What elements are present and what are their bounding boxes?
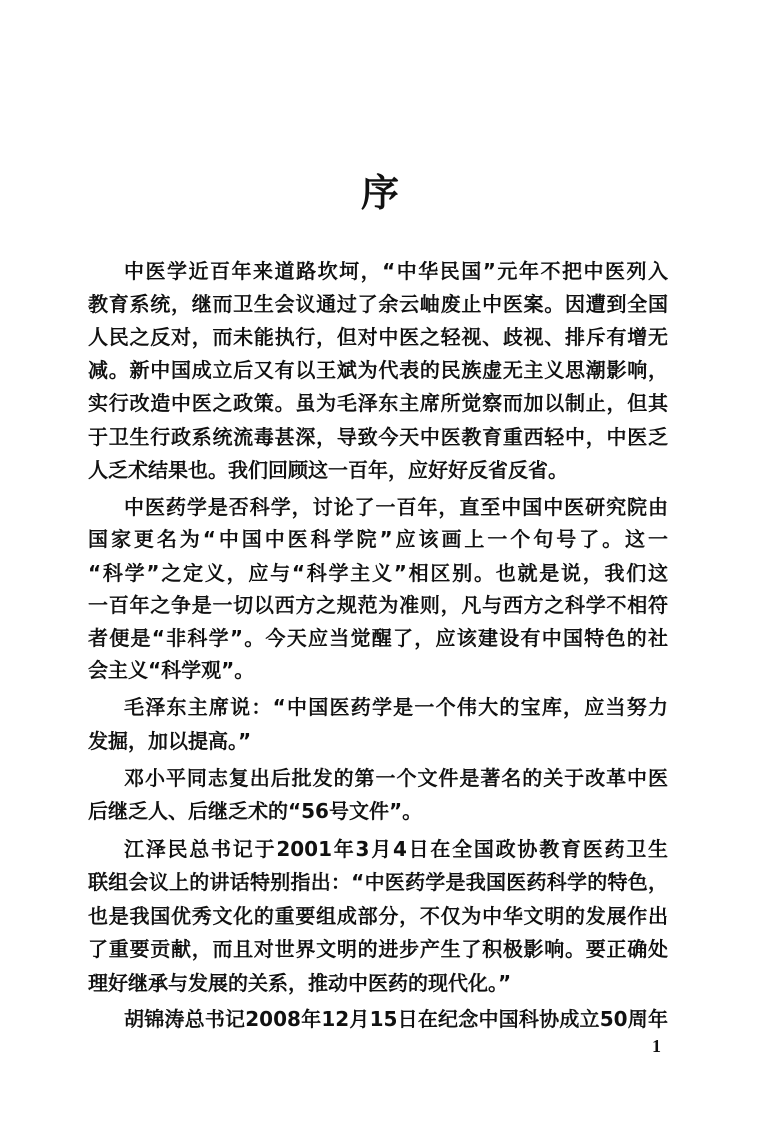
text-line: “科学”之定义，应与“科学主义”相区别。也就是说，我们这: [88, 561, 668, 585]
text-line: 一百年之争是一切以西方之规范为准则，凡与西方之科学不相符: [88, 593, 668, 617]
text-line: 了重要贡献，而且对世界文明的进步产生了积极影响。要正确处: [88, 937, 668, 961]
page-title: 序: [360, 170, 399, 215]
text-line: 理好继承与发展的关系，推动中医药的现代化。”: [88, 971, 512, 995]
text-line: 人乏术结果也。我们回顾这一百年，应好好反省反省。: [88, 458, 568, 482]
text-line: 实行改造中医之政策。虽为毛泽东主席所觉察而加以制止，但其: [88, 391, 668, 415]
text-line: 于卫生行政系统流毒甚深，导致今天中医教育重西轻中，中医乏: [88, 425, 668, 449]
text-line: 会主义“科学观”。: [88, 658, 255, 682]
text-line: 后继乏人、后继乏术的“56号文件”。: [88, 799, 423, 823]
text-line: 减。新中国成立后又有以王斌为代表的民族虚无主义思潮影响，: [88, 358, 668, 382]
text-line: 教育系统，继而卫生会议通过了余云岫废止中医案。因遭到全国: [88, 292, 668, 316]
text-line: 联组会议上的讲话特别指出：“中医药学是我国医药科学的特色，: [88, 870, 668, 894]
text-line: 发掘，加以提高。”: [88, 729, 252, 753]
text-line: 邓小平同志复出后批发的第一个文件是著名的关于改革中医: [124, 766, 668, 790]
text-line: 国家更名为“中国中医科学院”应该画上一个句号了。这一: [88, 527, 668, 551]
text-line: 中医药学是否科学，讨论了一百年，直至中国中医研究院由: [124, 495, 668, 519]
text-line: 人民之反对，而未能执行，但对中医之轻视、歧视、排斥有增无: [88, 325, 668, 349]
text-line: 胡锦涛总书记2008年12月15日在纪念中国科协成立50周年: [124, 1007, 668, 1031]
text-line: 也是我国优秀文化的重要组成部分，不仅为中华文明的发展作出: [88, 904, 668, 928]
text-line: 者便是“非科学”。今天应当觉醒了，应该建设有中国特色的社: [88, 626, 668, 650]
text-line: 中医学近百年来道路坎坷，“中华民国”元年不把中医列入: [124, 259, 668, 283]
page-number: 1: [652, 1036, 661, 1056]
text-line: 江泽民总书记于2001年3月4日在全国政协教育医药卫生: [124, 837, 668, 861]
text-line: 毛泽东主席说：“中国医药学是一个伟大的宝库，应当努力: [124, 695, 668, 719]
